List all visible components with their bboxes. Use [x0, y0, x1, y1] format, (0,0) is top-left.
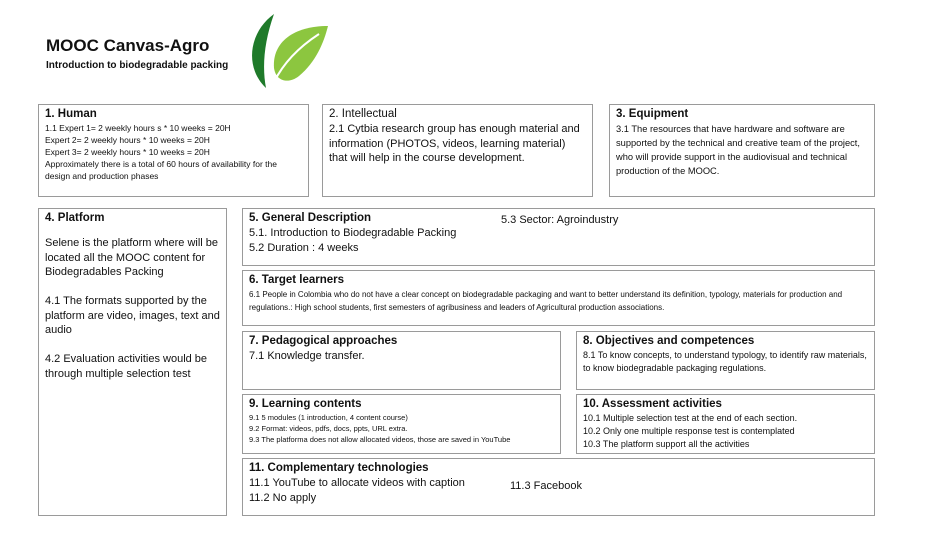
text-line: 10.3 The platform support all the activities — [583, 439, 750, 449]
text-para: Selene is the platform where will be located all the MOOC content for Biodegradables Packing — [45, 237, 219, 278]
learning-contents-section — [242, 394, 561, 454]
section-title: 4. Platform — [45, 212, 105, 224]
page-title: MOOC Canvas-Agro — [46, 36, 210, 55]
target-learners-section — [242, 270, 875, 326]
section-text: 2.1 Cytbia research group has enough material and information (PHOTOS, videos, learning material) that will help in the course development. — [329, 123, 580, 164]
leaf-logo-icon — [244, 12, 328, 90]
text-line: 9.2 Format: videos, pdfs, docs, ppts, URL extra. — [249, 424, 408, 433]
text-line: 5.1. Introduction to Biodegradable Packing — [249, 227, 457, 239]
objectives-section — [576, 331, 875, 390]
section-text: 3.1 The resources that have hardware and software are supported by the technical and creative team of the project, who will provide support in the audiovisual and technical production of the MOOC. — [616, 124, 860, 176]
section-text: 8.1 To know concepts, to understand typology, to identify raw materials, to know biodegradable packaging regulations. — [583, 350, 867, 373]
intellectual-section — [322, 104, 593, 197]
text-line: 9.3 The platforma does not allow allocated videos, those are saved in YouTube — [249, 435, 511, 444]
equipment-section — [609, 104, 875, 197]
platform-section — [38, 208, 227, 516]
section-title: 7. Pedagogical approaches — [249, 335, 398, 347]
text-line: 10.2 Only one multiple response test is contemplated — [583, 426, 795, 436]
section-title: 1. Human — [45, 108, 97, 120]
text-line: Expert 2= 2 weekly hours * 10 weeks = 20H — [45, 135, 210, 145]
section-title: 3. Equipment — [616, 108, 689, 120]
section-text: 6.1 People in Colombia who do not have a clear concept on biodegradable packaging and want to better understand its definition, typology, materials for production and regulations.: High school students, first semesters of agribusiness and leaders of Agricultural production associations. — [249, 290, 843, 312]
text-line: 1.1 Expert 1= 2 weekly hours s * 10 weeks = 20H — [45, 123, 231, 133]
section-title: 2. Intellectual — [329, 108, 397, 120]
section-title: 9. Learning contents — [249, 398, 362, 410]
general-description-section — [242, 208, 875, 266]
text-line: 5.2 Duration : 4 weeks — [249, 241, 359, 254]
human-section — [38, 104, 309, 197]
text-line: 9.1 5 modules (1 introduction, 4 content course) — [249, 413, 408, 422]
assessment-section — [576, 394, 875, 454]
page-subtitle: Introduction to biodegradable packing — [46, 60, 229, 71]
text-para: 4.1 The formats supported by the platform are video, images, text and audio — [45, 295, 220, 336]
text-line: 11.3 Facebook — [510, 480, 582, 492]
section-title: 11. Complementary technologies — [249, 462, 429, 474]
sector-text: 5.3 Sector: Agroindustry — [501, 214, 619, 226]
section-title: 5. General Description — [249, 212, 372, 224]
section-text: 7.1 Knowledge transfer. — [249, 350, 365, 362]
pedagogical-section — [242, 331, 561, 390]
complementary-tech-section — [242, 458, 875, 516]
text-line: 10.1 Multiple selection test at the end of each section. — [583, 413, 798, 423]
text-line: 11.2 No apply — [249, 491, 317, 504]
section-title: 6. Target learners — [249, 274, 345, 286]
text-line: 11.1 YouTube to allocate videos with caption — [249, 477, 465, 489]
text-para: 4.2 Evaluation activities would be through multiple selection test — [45, 353, 208, 380]
text-line: Approximately there is a total of 60 hours of availability for the design and production phases — [45, 159, 277, 181]
section-title: 8. Objectives and competences — [583, 335, 755, 347]
section-title: 10. Assessment activities — [583, 398, 722, 410]
text-line: Expert 3= 2 weekly hours * 10 weeks = 20H — [45, 147, 210, 157]
